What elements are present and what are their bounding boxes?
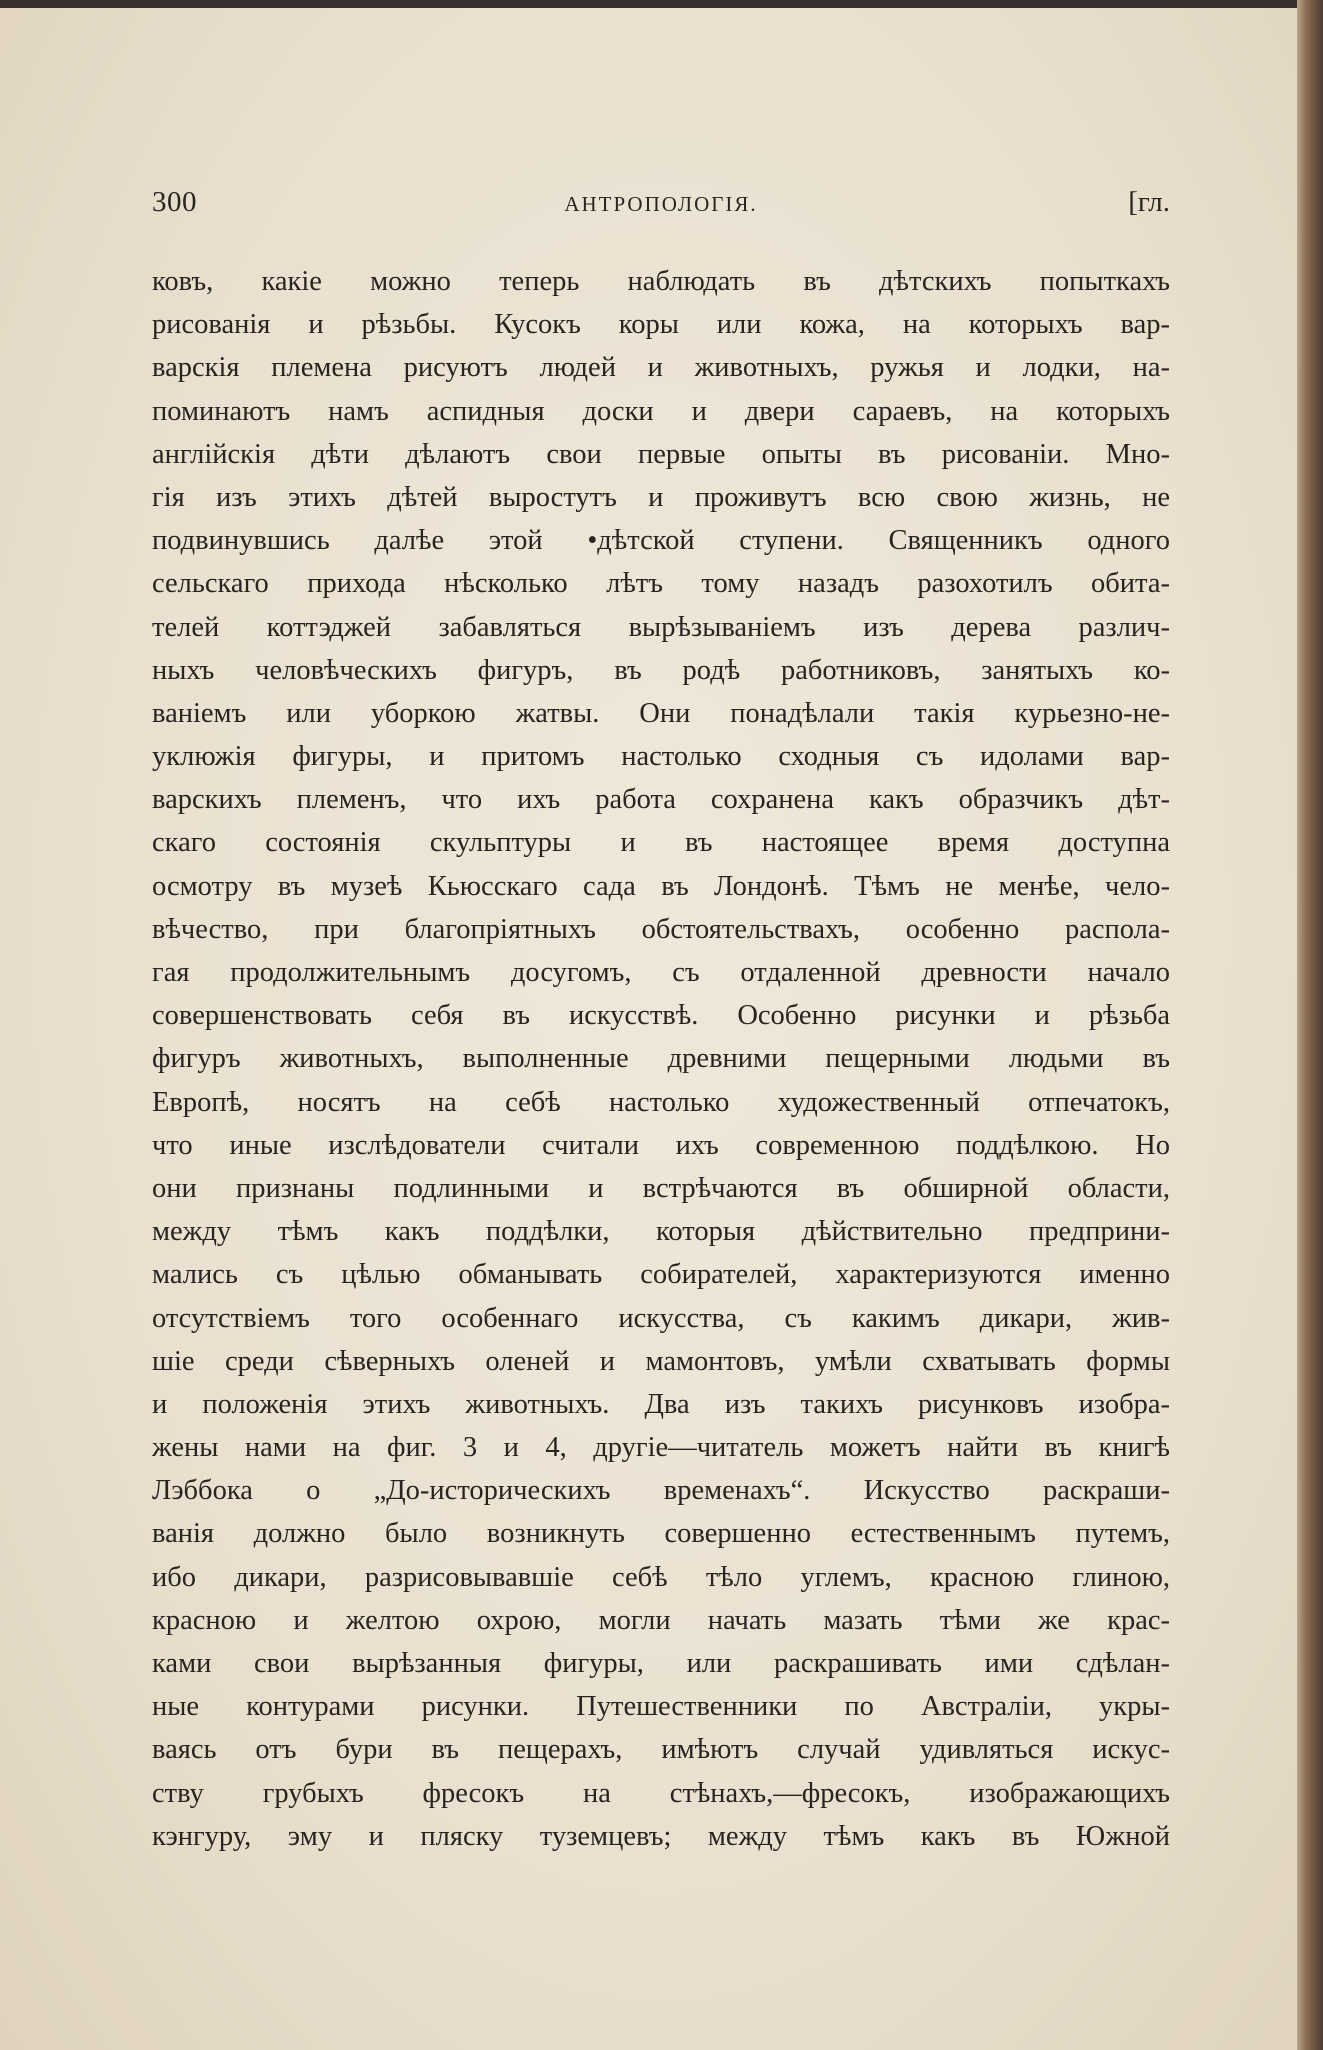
text-line: Европѣ, носятъ на себѣ настолько художественный отпечатокъ, [152, 1086, 1170, 1118]
text-line: ныхъ человѣческихъ фигуръ, въ родѣ работниковъ, занятыхъ ко- [152, 654, 1170, 686]
text-line: шіе среди сѣверныхъ оленей и мамонтовъ, умѣли схватывать формы [152, 1345, 1170, 1377]
text-line: рисованія и рѣзьбы. Кусокъ коры или кожа, на которыхъ вар- [152, 309, 1170, 341]
text-line: фигуръ животныхъ, выполненные древними пещерными людьми въ [152, 1043, 1170, 1075]
text-line: сельскаго прихода нѣсколько лѣтъ тому назадъ разохотилъ обита- [152, 568, 1170, 600]
text-line: ваніемъ или уборкою жатвы. Они понадѣлали такія курьезно-не- [152, 697, 1170, 729]
text-line: жены нами на фиг. 3 и 4, другіе—читатель можетъ найти въ книгѣ [152, 1432, 1170, 1464]
text-line: Лэббока о „До-историческихъ временахъ“. Искусство раскраши- [152, 1475, 1170, 1507]
text-line: телей коттэджей забавляться вырѣзываніемъ изъ дерева различ- [152, 611, 1170, 643]
text-line: гія изъ этихъ дѣтей выростутъ и проживутъ всю свою жизнь, не [152, 481, 1170, 513]
text-line: отсутствіемъ того особеннаго искусства, съ какимъ дикари, жив- [152, 1302, 1170, 1334]
text-line: скаго состоянія скульптуры и въ настоящее время доступна [152, 827, 1170, 859]
text-line: между тѣмъ какъ поддѣлки, которыя дѣйствительно предприни- [152, 1216, 1170, 1248]
text-line: осмотру въ музеѣ Кьюсскаго сада въ Лондонѣ. Тѣмъ не менѣе, чело- [152, 870, 1170, 902]
text-line: и положенія этихъ животныхъ. Два изъ такихъ рисунковъ изобра- [152, 1388, 1170, 1420]
text-line: красною и желтою охрою, могли начать мазать тѣми же крас- [152, 1604, 1170, 1636]
text-line: поминаютъ намъ аспидныя доски и двери сараевъ, на которыхъ [152, 395, 1170, 427]
text-line: ству грубыхъ фресокъ на стѣнахъ,—фресокъ, изображающихъ [152, 1777, 1170, 1809]
scan-top-edge [0, 0, 1323, 8]
text-line: ками свои вырѣзанныя фигуры, или раскрашивать ими сдѣлан- [152, 1648, 1170, 1679]
text-line: ваясь отъ бури въ пещерахъ, имѣютъ случай удивляться искус- [152, 1734, 1170, 1766]
text-line: гая продолжительнымъ досугомъ, съ отдаленной древности начало [152, 957, 1170, 988]
text-line: они признаны подлинными и встрѣчаются въ обширной области, [152, 1172, 1170, 1204]
text-line: вѣчество, при благопріятныхъ обстоятельствахъ, особенно распола- [152, 913, 1170, 945]
text-line: что иные изслѣдователи считали ихъ современною поддѣлкою. Но [152, 1129, 1170, 1161]
page-number: 300 [152, 186, 197, 218]
text-line: уклюжія фигуры, и притомъ настолько сходныя съ идолами вар- [152, 741, 1170, 773]
text-line: варскихъ племенъ, что ихъ работа сохранена какъ образчикъ дѣт- [152, 784, 1170, 816]
text-line: англійскія дѣти дѣлаютъ свои первые опыты въ рисованіи. Мно- [152, 438, 1170, 470]
text-line: подвинувшись далѣе этой •дѣтской ступени. Священникъ одного [152, 525, 1170, 557]
text-line: кэнгуру, эму и пляску туземцевъ; между тѣмъ какъ въ Южной [152, 1820, 1170, 1852]
text-line: мались съ цѣлью обманывать собирателей, характеризуются именно [152, 1259, 1170, 1291]
body-text [152, 260, 1170, 1858]
running-title: АНТРОПОЛОГІЯ. [564, 192, 758, 216]
text-line: ибо дикари, разрисовывавшіе себѣ тѣло углемъ, красною глиною, [152, 1561, 1170, 1593]
section-mark: [гл. [1128, 186, 1170, 218]
text-line: совершенствовать себя въ искусствѣ. Особенно рисунки и рѣзьба [152, 1000, 1170, 1032]
scan-right-edge [1297, 0, 1323, 2050]
page-header [152, 186, 1170, 226]
text-line: варскія племена рисуютъ людей и животныхъ, ружья и лодки, на- [152, 352, 1170, 384]
text-line: ванія должно было возникнуть совершенно естественнымъ путемъ, [152, 1518, 1170, 1550]
text-line: ковъ, какіе можно теперь наблюдать въ дѣтскихъ попыткахъ [152, 266, 1170, 297]
text-line: ные контурами рисунки. Путешественники по Австраліи, укры- [152, 1691, 1170, 1723]
